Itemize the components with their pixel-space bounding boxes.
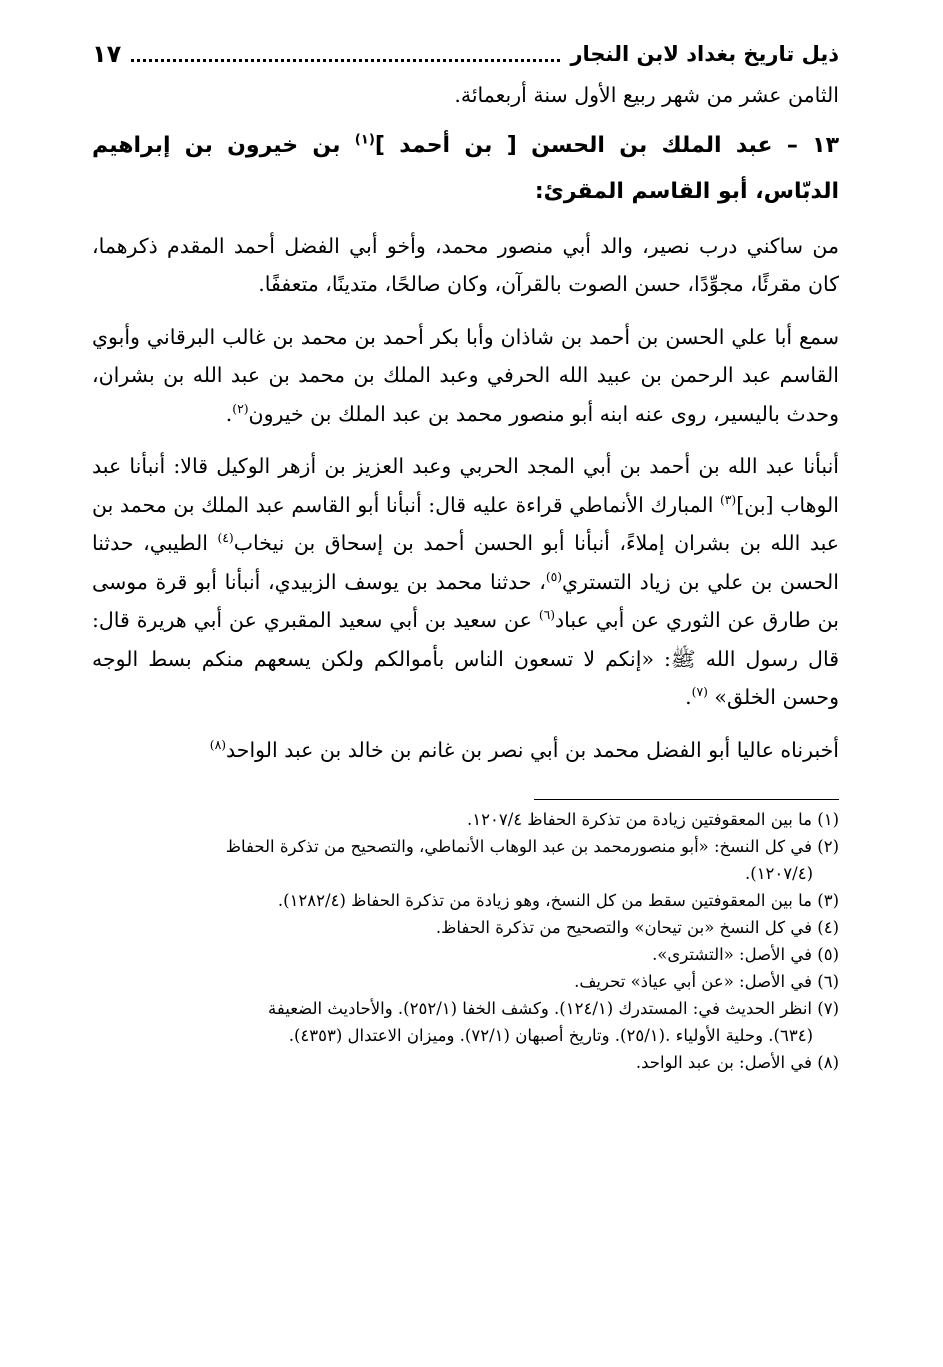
book-page (92, 32, 839, 1332)
footnote-text: انظر الحديث في: المستدرك (١٢٤/١). وكشف الخفا (٢٥٢/١). والأحاديث الضعيفة (268, 999, 812, 1018)
footnote-text: في الأصل: «التشترى». (652, 945, 812, 964)
footnote-number: (٤) (817, 918, 839, 937)
footnote-item (92, 968, 839, 995)
running-title: ذيل تاريخ بغداد لابن النجار (570, 42, 839, 66)
footnote-number: (٧) (817, 999, 839, 1018)
footnote-text: في كل النسخ: «أبو منصورمحمد بن عبد الوهاب الأنماطي، والتصحيح من تذكرة الحفاظ (225, 837, 812, 856)
hadith-text-6: . (685, 685, 692, 709)
footnote-number: (٥) (817, 945, 839, 964)
header-leader-dots (131, 59, 560, 62)
footnote-item (92, 806, 839, 833)
footnote-continuation: (١٢٠٧/٤). (745, 864, 813, 883)
footnote-text: ما بين المعقوفتين زيادة من تذكرة الحفاظ ١٢٠٧/٤. (467, 810, 812, 829)
hadith-text-4: ، حدثنا محمد بن يوسف الزبيدي، أنبأنا أبو قرة موسى بن طارق عن الثوري عن أبي عباد (92, 569, 839, 632)
paragraph-teachers-tail: . (225, 401, 233, 426)
hadith-text-1: أنبأنا عبد الله بن أحمد بن أبي المجد الحربي وعبد العزيز بن أزهر الوكيل قالا: أنبأنا عبد الوهاب [بن] (92, 454, 839, 517)
hadith-text-3: الطيبي، حدثنا الحسن بن علي بن زياد التستري (92, 531, 839, 594)
paragraph-hadith-chain (92, 447, 839, 717)
footnote-item (92, 1049, 839, 1076)
note-ref-8[interactable]: (٨) (209, 737, 227, 752)
paragraph-higher-chain (92, 731, 839, 770)
footnote-item (92, 887, 839, 914)
footnote-text: في كل النسخ «بن تيحان» والتصحيح من تذكرة الحفاظ. (435, 918, 812, 937)
opening-line: الثامن عشر من شهر ربيع الأول سنة أربعمائة. (454, 83, 839, 107)
hadith-text-5: عن سعيد بن أبي سعيد المقبري عن أبي هريرة قال: قال رسول الله ﷺ: «إنكم لا تسعون الناس بأموالكم ولكن يسعهم منكم بسط الوجه وحسن الخلق» (92, 608, 839, 709)
paragraph-teachers (92, 318, 839, 434)
entry-heading (92, 123, 839, 215)
note-ref-5[interactable]: (٥) (545, 569, 563, 584)
footnote-number: (٣) (817, 891, 839, 910)
higher-chain-text: أخبرناه عاليا أبو الفضل محمد بن أبي نصر بن غانم بن خالد بن عبد الواحد (226, 737, 839, 762)
footnote-text: في الأصل: «عن أبي عياذ» تحريف. (574, 972, 812, 991)
hadith-text-2: المبارك الأنماطي قراءة عليه قال: أنبأنا أبو القاسم عبد الملك بن محمد بن عبد الله بن بشران إملاءً، أنبأنا أبو الحسن أحمد بن إسحاق بن نيخاب (92, 492, 839, 555)
paragraph-teachers-text: سمع أبا علي الحسن بن أحمد بن شاذان وأبا بكر أحمد بن محمد بن غالب البرقاني وأبوي القاسم عبد الرحمن بن عبيد الله الحرفي وعبد الملك بن محمد بن عبد الله بن بشران، وحدث باليسير، روى عنه ابنه أبو منصور محمد بن عبد الملك بن خيرون (92, 324, 839, 426)
footnote-number: (٨) (817, 1053, 839, 1072)
footnote-item (92, 941, 839, 968)
footnote-text: ما بين المعقوفتين سقط من كل النسخ، وهو زيادة من تذكرة الحفاظ (١٢٨٢/٤). (277, 891, 812, 910)
paragraph-biography: من ساكني درب نصير، والد أبي منصور محمد، وأخو أبي الفضل أحمد المقدم ذكرهما، كان مقرئًا، مجوِّدًا، حسن الصوت بالقرآن، وكان صالحًا، متدينًا، متعففًا. (92, 233, 839, 296)
footnotes (92, 806, 839, 1076)
running-header (92, 32, 839, 76)
footnote-continuation: (٦٣٤). وحلية الأولياء .(٢٥/١). وتاريخ أصبهان (٧٢/١). وميزان الاعتدال (٤٣٥٣). (288, 1026, 813, 1045)
footnote-number: (٢) (817, 837, 839, 856)
footnote-item (92, 995, 839, 1022)
footnote-item (92, 833, 839, 860)
note-ref-6[interactable]: (٦) (538, 608, 556, 623)
footnote-separator (534, 799, 839, 800)
entry-heading-part2: بن خيرون بن إبراهيم الدبّاس، أبو القاسم المقرئ: (92, 132, 839, 204)
note-ref-2[interactable]: (٢) (232, 401, 249, 416)
note-ref-7[interactable]: (٧) (691, 685, 708, 700)
footnote-item (92, 914, 839, 941)
note-ref-4[interactable]: (٤) (217, 531, 234, 546)
page-number: ١٧ (92, 40, 122, 68)
note-ref-3[interactable]: (٣) (719, 492, 737, 507)
footnote-number: (٦) (817, 972, 839, 991)
note-ref-1[interactable]: (١) (354, 132, 375, 148)
footnote-text: في الأصل: بن عبد الواحد. (635, 1053, 812, 1072)
footnote-number: (١) (817, 810, 839, 829)
entry-heading-part1: ١٣ – عبد الملك بن الحسن [ بن أحمد ] (374, 132, 839, 158)
